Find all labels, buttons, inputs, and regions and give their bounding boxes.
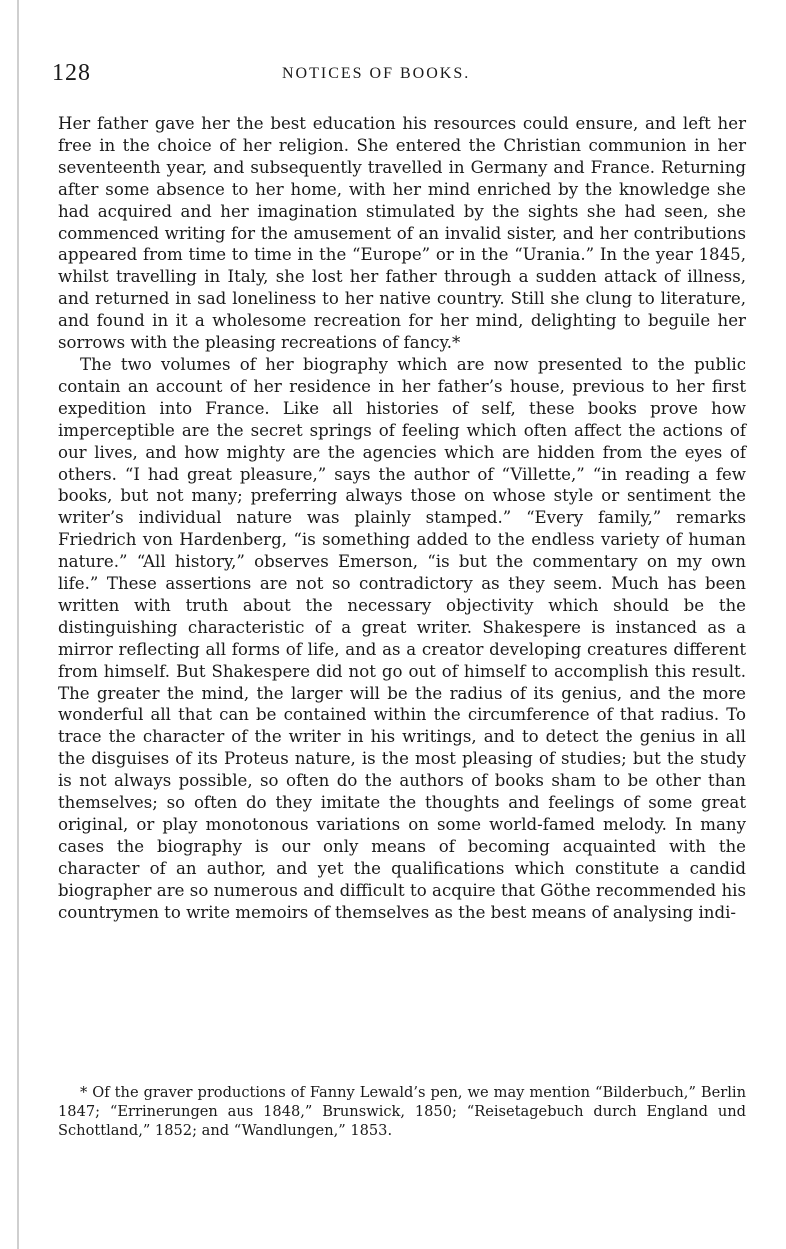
running-title: NOTICES OF BOOKS. bbox=[282, 65, 471, 82]
page-number: 128 bbox=[52, 60, 91, 86]
paragraph-2: The two volumes of her biography which are now presented to the public contain an account of her residence in her father’s house, previous to her first expedition into France. Like all histories of self, these books prove how imperceptible are the secret springs of feeling which often affect the actions of our lives, and how mighty are the agencies which are hidden from the eyes of others. “I had great pleasure,” says the author of “Villette,” “in reading a few books, but not many; preferring always those on whose style or sentiment the writer’s individual nature was plainly stamped.” “Every family,” remarks Friedrich von Hardenberg, “is something added to the endless variety of human nature.” “All history,” observes Emerson, “is but the commentary on my own life.” These assertions are not so contradictory as they seem. Much has been written with truth about the necessary objectivity which should be the distinguishing characteristic of a great writer. Shakespere is instanced as a mirror reflecting all forms of life, and as a creator developing creatures different from himself. But Shakespere did not go out of himself to accomplish this result. The greater the mind, the larger will be the radius of its genius, and the more wonderful all that can be contained within the circumference of that radius. To trace the character of the writer in his writings, and to detect the genius in all the disguises of its Proteus nature, is the most pleasing of studies; but the study is not always possible, so often do the authors of books sham to be other than themselves; so often do they imitate the thoughts and feelings of some great original, or play monotonous variations on some world-famed melody. In many cases the biography is our only means of becoming acquainted with the character of an author, and yet the qualifications which constitute a candid biographer are so numerous and difficult to acquire that Göthe recommended his countrymen to write memoirs of themselves as the best means of analysing indi- bbox=[58, 354, 746, 922]
page-edge-rule bbox=[17, 0, 19, 1249]
page-header bbox=[52, 60, 746, 90]
paragraph-1: Her father gave her the best education his resources could ensure, and left her free in the choice of her religion. She entered the Christian communion in her seventeenth year, and subsequently travelled in Germany and France. Returning after some absence to her home, with her mind enriched by the knowledge she had acquired and her imagination stimulated by the sights she had seen, she commenced writing for the amusement of an invalid sister, and her contributions appeared from time to time in the “Europe” or in the “Urania.” In the year 1845, whilst travelling in Italy, she lost her father through a sudden attack of illness, and returned in sad loneliness to her native country. Still she clung to literature, and found in it a wholesome recreation for her mind, delighting to beguile her sorrows with the pleasing recreations of fancy.* bbox=[58, 114, 746, 353]
footnote: * Of the graver productions of Fanny Lewald’s pen, we may mention “Bilderbuch,” Berlin 1847; “Errinerungen aus 1848,” Brunswick, 1850; “Reisetagebuch durch England und Schottland,” 1852; and “Wandlungen,” 1853. bbox=[58, 1084, 746, 1139]
main-text bbox=[58, 113, 746, 924]
